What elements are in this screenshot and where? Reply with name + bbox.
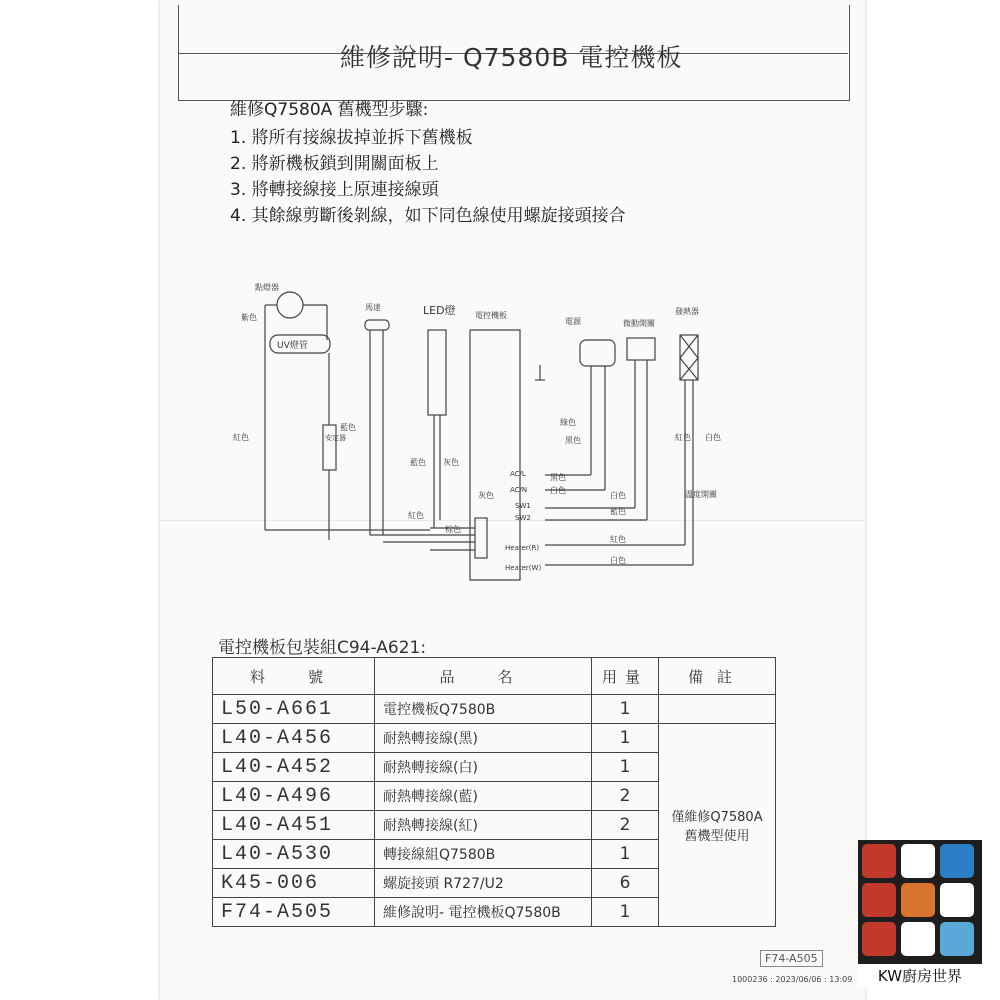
part-code: L40-A530 — [213, 840, 375, 869]
wire-black: 黑色 — [565, 436, 581, 445]
label-uv: UV燈管 — [277, 341, 308, 351]
part-name: 螺旋接頭 R727/U2 — [375, 869, 592, 898]
logo-tile — [862, 844, 896, 878]
terminal-label: SW1 — [515, 502, 531, 510]
label-thermostat: 溫度開關 — [685, 490, 717, 499]
heater-shape — [680, 335, 698, 380]
document-title: 維修說明- Q7580B 電控機板 — [340, 43, 683, 72]
part-code: L40-A451 — [213, 811, 375, 840]
watermark-logo — [858, 840, 982, 988]
parts-table — [212, 657, 776, 927]
logo-tile — [940, 922, 974, 956]
package-heading: 電控機板包裝組C94-A621: — [218, 638, 427, 658]
connector-block — [475, 518, 487, 558]
remark-empty — [659, 695, 776, 724]
wire-blue: 藍色 — [410, 458, 426, 467]
instructions-heading: 維修Q7580A 舊機型步驟: — [230, 100, 429, 120]
step-item: 2. 將新機板鎖到開關面板上 — [230, 154, 439, 174]
part-qty: 6 — [592, 869, 659, 898]
part-qty: 1 — [592, 724, 659, 753]
wire-red: 紅色 — [610, 535, 626, 544]
table-row — [213, 724, 776, 753]
part-name: 電控機板Q7580B — [375, 695, 592, 724]
wire-purple: 紫色 — [241, 313, 257, 322]
part-name: 耐熱轉接線(紅) — [375, 811, 592, 840]
col-product-name: 品 名 — [375, 658, 592, 695]
step-item: 1. 將所有接線拔掉並拆下舊機板 — [230, 128, 473, 148]
part-code: L40-A496 — [213, 782, 375, 811]
label-microswitch: 微動開關 — [623, 319, 655, 328]
col-quantity: 用量 — [592, 658, 659, 695]
part-code: L40-A452 — [213, 753, 375, 782]
wire-black: 黑色 — [550, 473, 566, 482]
part-name: 耐熱轉接線(白) — [375, 753, 592, 782]
logo-tile — [862, 922, 896, 956]
wire-gray: 灰色 — [478, 491, 494, 500]
wire-gray: 灰色 — [443, 458, 459, 467]
logo-tile — [940, 844, 974, 878]
logo-tile — [901, 922, 935, 956]
terminal-label: AC/L — [510, 470, 526, 478]
part-name: 耐熱轉接線(藍) — [375, 782, 592, 811]
watermark-text: KW廚房世界 — [858, 964, 982, 988]
part-name: 維修說明- 電控機板Q7580B — [375, 898, 592, 927]
print-stamp: 1000236 : 2023/06/06 : 13:09 — [732, 975, 853, 984]
ballast-shape — [323, 425, 336, 470]
wire-brown: 棕色 — [445, 525, 461, 534]
wire-red: 紅色 — [408, 511, 424, 520]
logo-tile — [940, 883, 974, 917]
terminal-label: Heater(R) — [505, 544, 540, 552]
part-qty: 2 — [592, 782, 659, 811]
wire-blue: 藍色 — [340, 423, 356, 432]
wire-white: 白色 — [705, 433, 721, 442]
label-led: LED燈 — [423, 304, 456, 317]
part-qty: 1 — [592, 840, 659, 869]
part-qty: 2 — [592, 811, 659, 840]
part-name: 耐熱轉接線(黑) — [375, 724, 592, 753]
lamp-igniter-shape — [277, 292, 303, 318]
col-part-number: 料 號 — [213, 658, 375, 695]
terminal-label: SW2 — [515, 514, 531, 522]
part-code: L40-A456 — [213, 724, 375, 753]
table-header-row — [213, 658, 776, 695]
part-name: 轉接線組Q7580B — [375, 840, 592, 869]
terminal-label: AC/N — [510, 486, 528, 494]
label-ballast: 安定器 — [325, 434, 346, 442]
part-qty: 1 — [592, 753, 659, 782]
logo-tile — [862, 883, 896, 917]
power-plug-shape — [580, 340, 615, 366]
step-item: 3. 將轉接線接上原連接線頭 — [230, 180, 439, 200]
remark-note: 僅維修Q7580A 舊機型使用 — [659, 724, 776, 927]
col-remarks: 備註 — [659, 658, 776, 695]
logo-tile — [901, 844, 935, 878]
motor-shape — [365, 320, 389, 330]
label-lamp: 點燈器 — [255, 283, 279, 292]
wire-red: 紅色 — [675, 433, 691, 442]
part-code: L50-A661 — [213, 695, 375, 724]
wire-green: 綠色 — [560, 418, 576, 427]
label-power: 電源 — [565, 317, 581, 326]
wire-red: 紅色 — [233, 433, 249, 442]
part-code: K45-006 — [213, 869, 375, 898]
logo-tile-grid — [862, 844, 978, 960]
part-qty: 1 — [592, 695, 659, 724]
document-code: F74-A505 — [760, 950, 823, 967]
control-board-shape — [470, 330, 520, 580]
label-board: 電控機板 — [475, 311, 507, 320]
led-lamp-shape — [428, 330, 446, 415]
label-motor: 馬達 — [365, 303, 381, 312]
instructions — [230, 97, 626, 229]
label-heater: 發熱器 — [675, 307, 699, 316]
terminal-label: Heater(W) — [505, 564, 542, 572]
wire-white: 白色 — [610, 556, 626, 565]
part-code: F74-A505 — [213, 898, 375, 927]
wire-white: 白色 — [550, 486, 566, 495]
table-row — [213, 695, 776, 724]
part-qty: 1 — [592, 898, 659, 927]
microswitch-shape — [627, 338, 655, 360]
wire-blue: 藍色 — [610, 507, 626, 516]
wiring-diagram — [225, 280, 745, 585]
logo-tile — [901, 883, 935, 917]
wire-white: 白色 — [610, 491, 626, 500]
step-item: 4. 其餘線剪斷後剝線，如下同色線使用螺旋接頭接合 — [230, 206, 626, 226]
